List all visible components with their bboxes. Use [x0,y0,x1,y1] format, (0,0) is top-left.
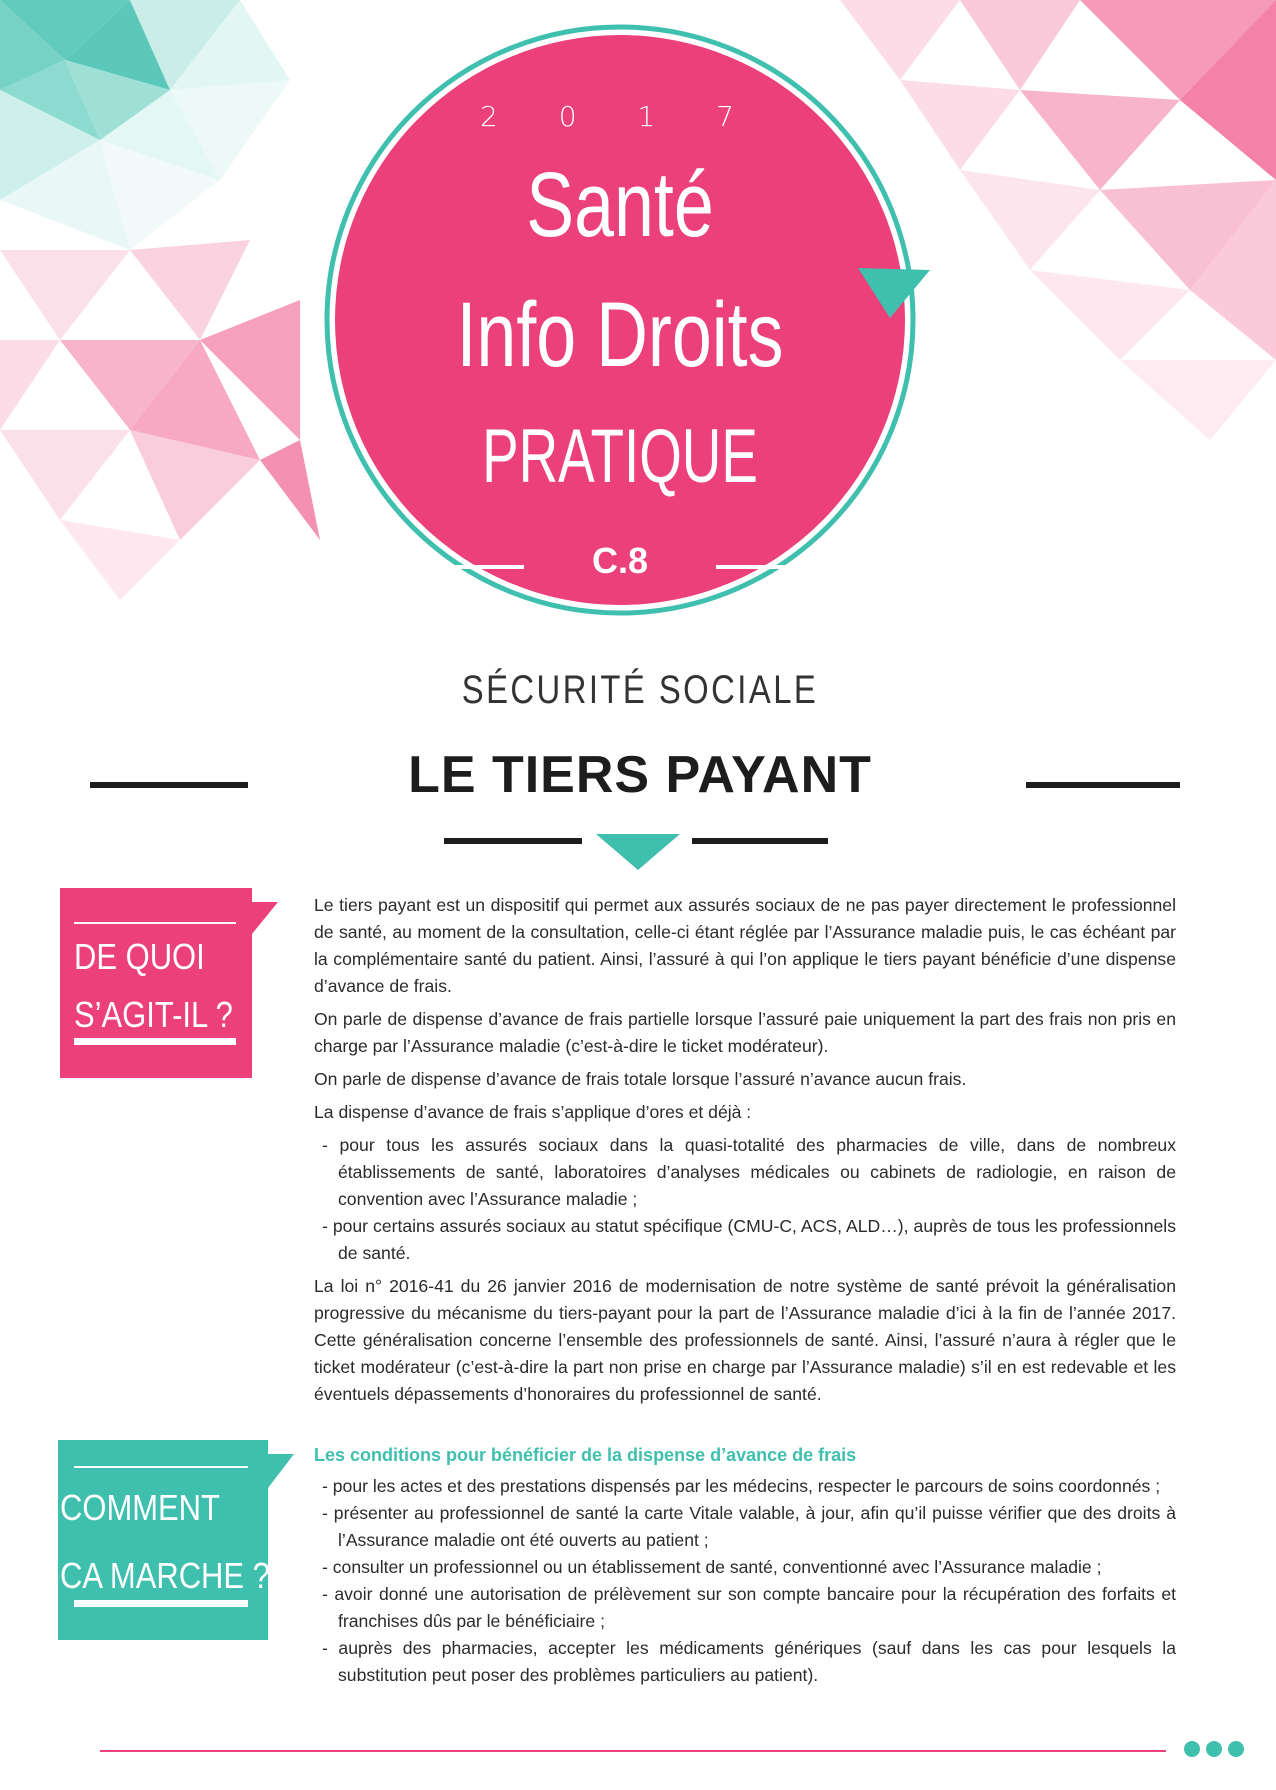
sidebox-what-is-it [60,888,252,1078]
title-rule-left [90,782,248,788]
section-what-is-it-text [314,892,1176,1414]
code-right-rule [716,565,798,569]
divider-rule-left [444,838,582,844]
down-arrow-icon [596,834,680,870]
pink-triangle-pattern-left [0,240,320,600]
category-label: SÉCURITÉ SOCIALE [461,668,819,712]
title-line-info-droits: Info Droits [456,284,784,386]
paragraph: On parle de dispense d’avance de frais partielle lorsque l’assuré paie uniquement la part des frais non pris en charge par l’Assurance maladie (c’est-à-dire le ticket modérateur). [314,1009,1176,1056]
dot-icon [1228,1741,1244,1757]
sidebox-what-is-it-label [74,928,233,1044]
continue-dots-icon [1184,1741,1250,1762]
title-line-sante: Santé [526,154,714,256]
list-item: - pour les actes et des prestations dispensés par les médecins, respecter le parcours de soins coordonnés ; [322,1476,1161,1496]
teal-triangle-pattern [0,0,290,250]
paragraph: Le tiers payant est un dispositif qui permet aux assurés sociaux de ne pas payer directement le professionnel de santé, au moment de la consultation, celle-ci étant réglée par l’Assurance maladie puis, le cas échéant par la complémentaire santé du patient. Ainsi, l’assuré à qui l’on applique le tiers payant bénéficie d’une dispense d’avance de frais. [314,895,1176,996]
section-heading: Les conditions pour bénéficier de la dispense d’avance de frais [314,1445,857,1465]
sidebox-how-it-works [58,1440,268,1640]
code-left-rule [442,565,524,569]
title-rule-right [1026,782,1180,788]
list-item: - pour tous les assurés sociaux dans la quasi-totalité des pharmacies de ville, dans de nombreux établissements de santé, laboratoires d’analyses médicales ou cabinets de radiologie, en raison de convention avec l’Assurance maladie ; [322,1135,1176,1209]
list-item: - consulter un professionnel ou un établissement de santé, conventionné avec l’Assurance maladie ; [322,1557,1102,1577]
dot-icon [1184,1741,1200,1757]
bullet-list [314,1473,1176,1689]
bullet-list [314,1132,1176,1267]
title-line-pratique: PRATIQUE [482,414,758,499]
dot-icon [1206,1741,1222,1757]
sidebox1-line2: S’AGIT-IL ? [74,994,233,1035]
sidebox-how-it-works-label [60,1474,270,1610]
paragraph: La loi n° 2016-41 du 26 janvier 2016 de modernisation de notre système de santé prévoit la généralisation progressive du mécanisme du tiers-payant pour la part de l’Assurance maladie d’ici à la fin de l’année 2017. Cette généralisation concerne l’ensemble des professionnels de santé. Ainsi, l’assuré n’aura à régler que le ticket modérateur (c’est-à-dire la part non prise en charge par l’Assurance maladie) s’il en est redevable et les éventuels dépassements d’honoraires du professionnel de santé. [314,1276,1176,1404]
list-item: - auprès des pharmacies, accepter les médicaments génériques (sauf dans les cas pour lesquels la substitution peut poser des problèmes particuliers au patient). [322,1638,1176,1685]
sidebox2-line1: COMMENT [60,1487,220,1528]
divider-rule-right [692,838,828,844]
paragraph: La dispense d’avance de frais s’applique d’ores et déjà : [314,1102,752,1122]
sheet-code: C.8 [591,540,649,581]
main-title: LE TIERS PAYANT [408,746,872,804]
pink-triangle-pattern-right [840,0,1276,440]
sidebox1-line1: DE QUOI [74,936,205,977]
list-item: - pour certains assurés sociaux au statut spécifique (CMU-C, ACS, ALD…), auprès de tous les professionnels de santé. [322,1216,1176,1263]
sidebox2-line2: CA MARCHE ? [60,1555,270,1596]
list-item: - avoir donné une autorisation de prélèvement sur son compte bancaire pour la récupération des forfaits et franchises dûs par le bénéficiaire ; [322,1584,1176,1631]
footer-rule [100,1750,1166,1752]
section-how-it-works-text [314,1442,1176,1689]
paragraph: On parle de dispense d’avance de frais totale lorsque l’assuré n’avance aucun frais. [314,1069,967,1089]
list-item: - présenter au professionnel de santé la carte Vitale valable, à jour, afin qu’il puisse vérifier que des droits à l’Assurance maladie ont été ouverts au patient ; [322,1503,1176,1550]
edition-year: 2 0 1 7 [480,100,760,133]
